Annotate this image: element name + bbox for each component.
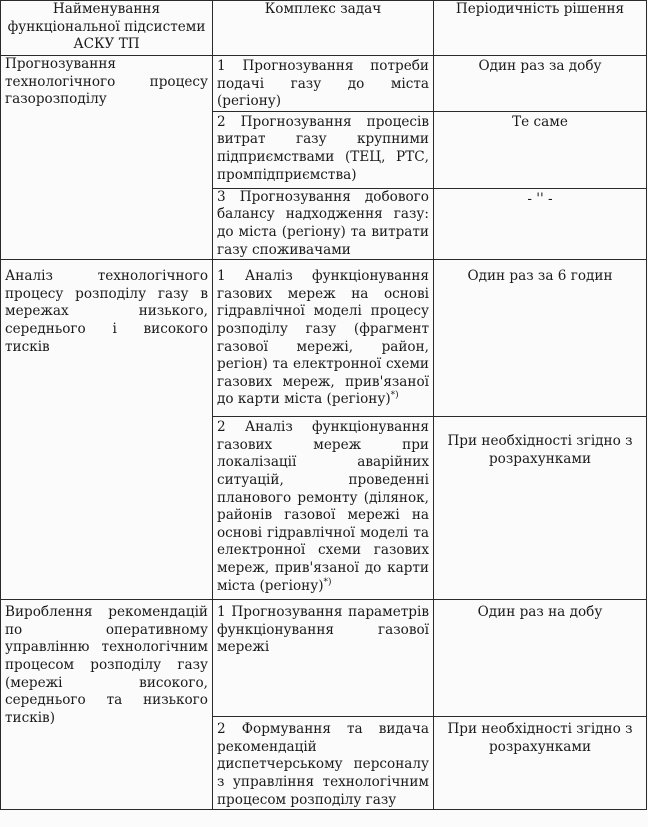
table-row — [1, 260, 647, 417]
subsystem-cell: Вироблення рекомендацій по оперативному управлінню технологічним процесом розподілу газу (мережі високого, середнього та низького тисків) — [1, 600, 213, 810]
frequency-cell: Те саме — [434, 111, 647, 188]
task-text: 2 Аналіз функціонування газових мереж при локалізації аварійних ситуацій, проведенні планового ремонту (ділянок, районів газової мережі на основі гідравлічної моделі та електронної схеми газових мереж, прив'язаної до карти міста (регіону) — [217, 419, 429, 594]
task-cell: 3 Прогнозування добового балансу надходження газу: до міста (регіону) та витрати газу споживачами — [213, 188, 434, 259]
subsystem-cell: Аналіз технологічного процесу розподілу газу в мережах низького, середнього і високого тисків — [1, 260, 213, 600]
table-row — [1, 600, 647, 717]
task-cell: 2 Прогнозування процесів витрат газу крупними підприємствами (ТЕЦ, РТС, промпідприємства) — [213, 111, 434, 188]
task-cell — [213, 260, 434, 417]
table-header-row — [1, 1, 647, 56]
header-tasks: Комплекс задач — [213, 1, 434, 56]
task-cell: 2 Формування та видача рекомендацій диспетчерському персоналу з управління технологічним процесом розподілу газу — [213, 717, 434, 810]
footnote-mark: *) — [323, 576, 332, 587]
task-text: 1 Аналіз функціонування газових мереж на основі гідравлічної моделі процесу розподілу газу (фрагмент газової мережі, район, регіон) та електронної схеми газових мереж, прив'язаної до карти міста (регіону) — [217, 268, 429, 408]
frequency-cell: Один раз на добу — [434, 600, 647, 717]
header-subsystem: Найменування функціональної підсистеми АСКУ ТП — [1, 1, 213, 56]
task-cell — [213, 417, 434, 600]
frequency-cell: При необхідності згідно з розрахунками — [434, 717, 647, 810]
frequency-cell: Один раз за добу — [434, 56, 647, 112]
header-frequency: Періодичність рішення — [434, 1, 647, 56]
task-cell: 1 Прогнозування потреби подачі газу до міста (регіону) — [213, 56, 434, 112]
footnote-mark: *) — [390, 390, 399, 401]
frequency-cell: Один раз за 6 годин — [434, 260, 647, 417]
frequency-cell: - '' - — [434, 188, 647, 259]
subsystem-cell: Прогнозування технологічного процесу газорозподілу — [1, 56, 213, 260]
frequency-cell: При необхідності згідно з розрахунками — [434, 417, 647, 600]
task-cell: 1 Прогнозування параметрів функціонування газової мережі — [213, 600, 434, 717]
table-row — [1, 56, 647, 112]
